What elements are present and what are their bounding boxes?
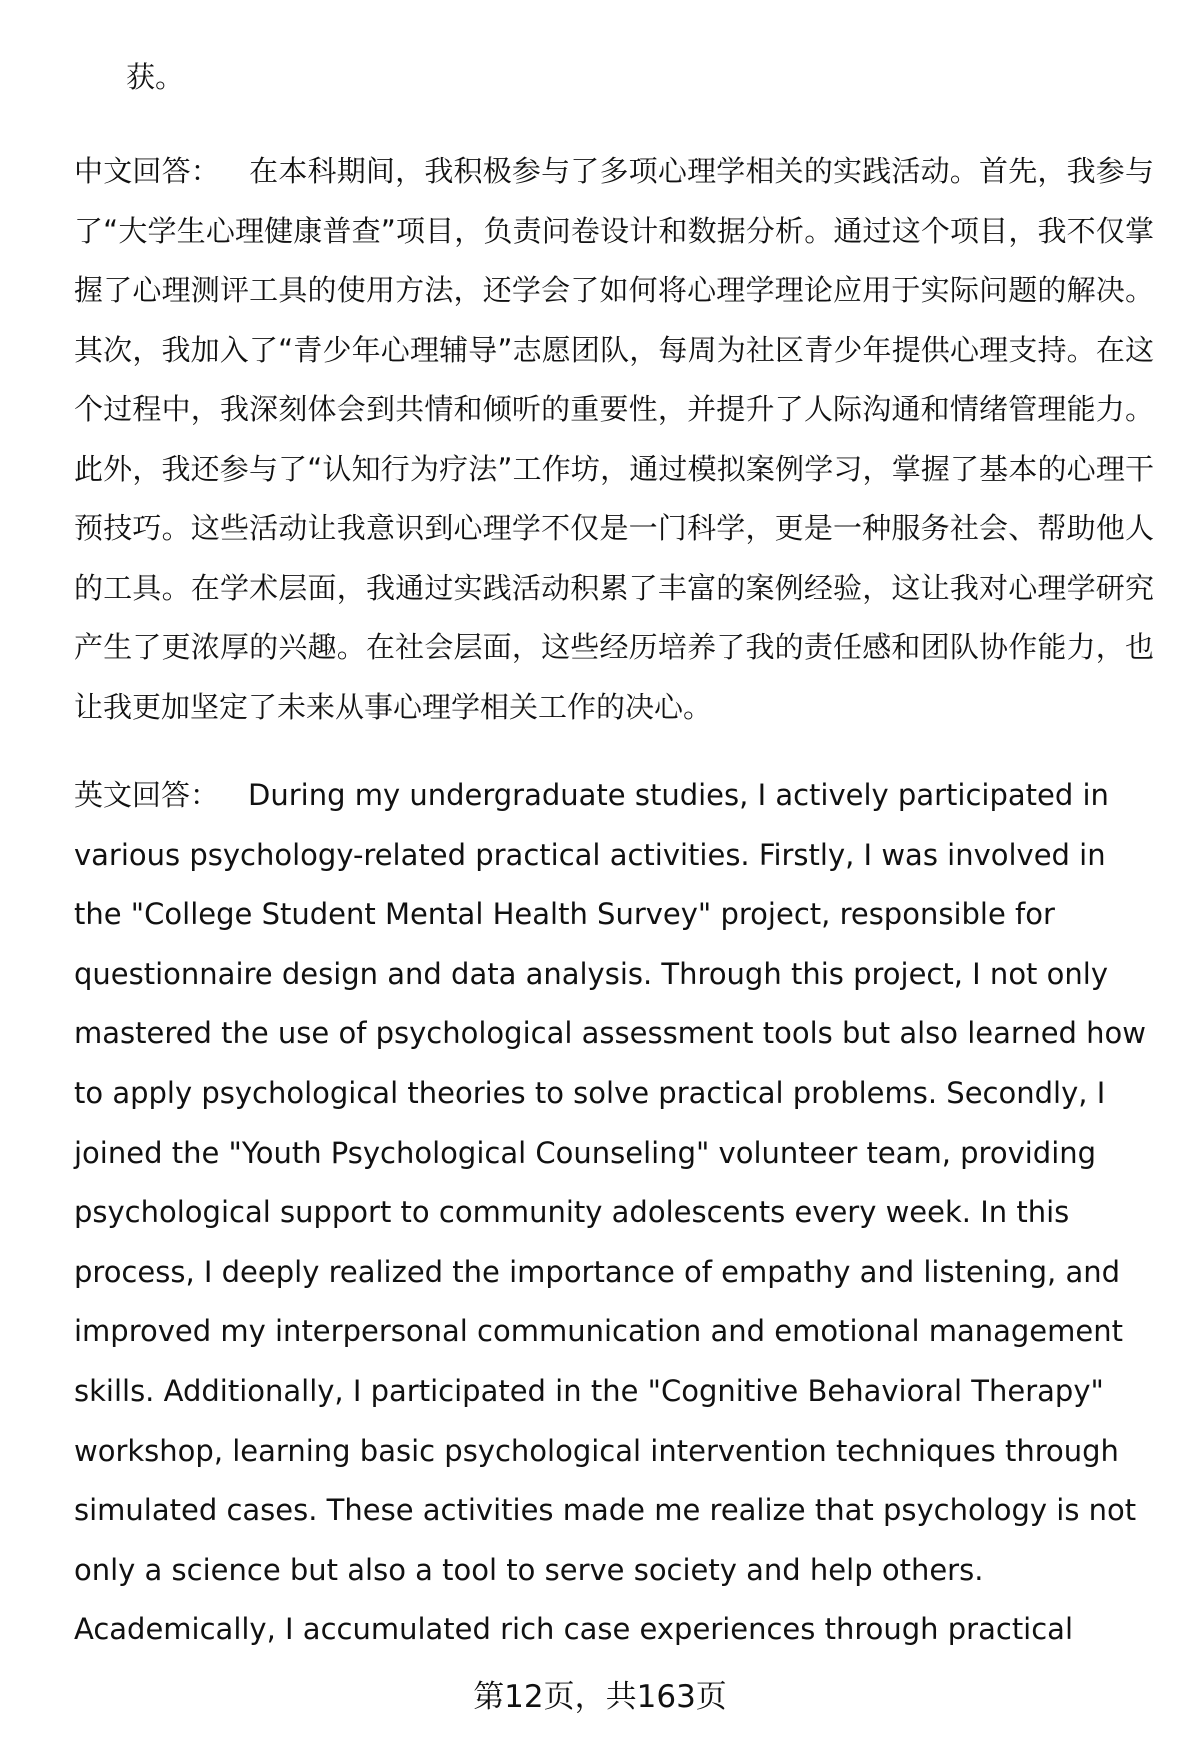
page-number-footer: 第12页，共163页 xyxy=(473,1679,727,1715)
chinese-answer-text: 在本科期间，我积极参与了多项心理学相关的实践活动。首先，我参与了“大学生心理健康普查”项目，负责问卷设计和数据分析。通过这个项目，我不仅掌握了心理测评工具的使用方法，还学会了如何将心理学理论应用于实际问题的解决。其次，我加入了“青少年心理辅导”志愿团队，每周为社区青少年提供心理支持。在这个过程中，我深刻体会到共情和倾听的重要性，并提升了人际沟通和情绪管理能力。此外，我还参与了“认知行为疗法”工作坊，通过模拟案例学习，掌握了基本的心理干预技巧。这些活动让我意识到心理学不仅是一门科学，更是一种服务社会、帮助他人的工具。在学术层面，我通过实践活动积累了丰富的案例经验，这让我对心理学研究产生了更浓厚的兴趣。在社会层面，这些经历培养了我的责任感和团队协作能力，也让我更加坚定了未来从事心理学相关工作的决心。 xyxy=(74,154,1154,724)
chinese-answer-label: 中文回答： xyxy=(74,154,220,188)
chinese-answer-paragraph xyxy=(74,142,1154,737)
english-answer-paragraph xyxy=(74,766,1154,1660)
english-answer-label: 英文回答： xyxy=(74,778,220,812)
english-answer-text: During my undergraduate studies, I actively participated in various psychology-related practical activities. Firstly, I was involved in the "College Student Mental Health Survey" project, responsible for questionnaire design and data analysis. Through this project, I not only mastered the use of psychological assessment tools but also learned how to apply psychological theories to solve practical problems. Secondly, I joined the "Youth Psychological Counseling" volunteer team, providing psychological support to community adolescents every week. In this process, I deeply realized the importance of empathy and listening, and improved my interpersonal communication and emotional management skills. Additionally, I participated in the "Cognitive Behavioral Therapy" workshop, learning basic psychological intervention techniques through simulated cases. These activities made me realize that psychology is not only a science but also a tool to serve society and help others. Academically, I accumulated rich case experiences through practical xyxy=(74,778,1147,1647)
carryover-text: 获。 xyxy=(126,60,185,94)
